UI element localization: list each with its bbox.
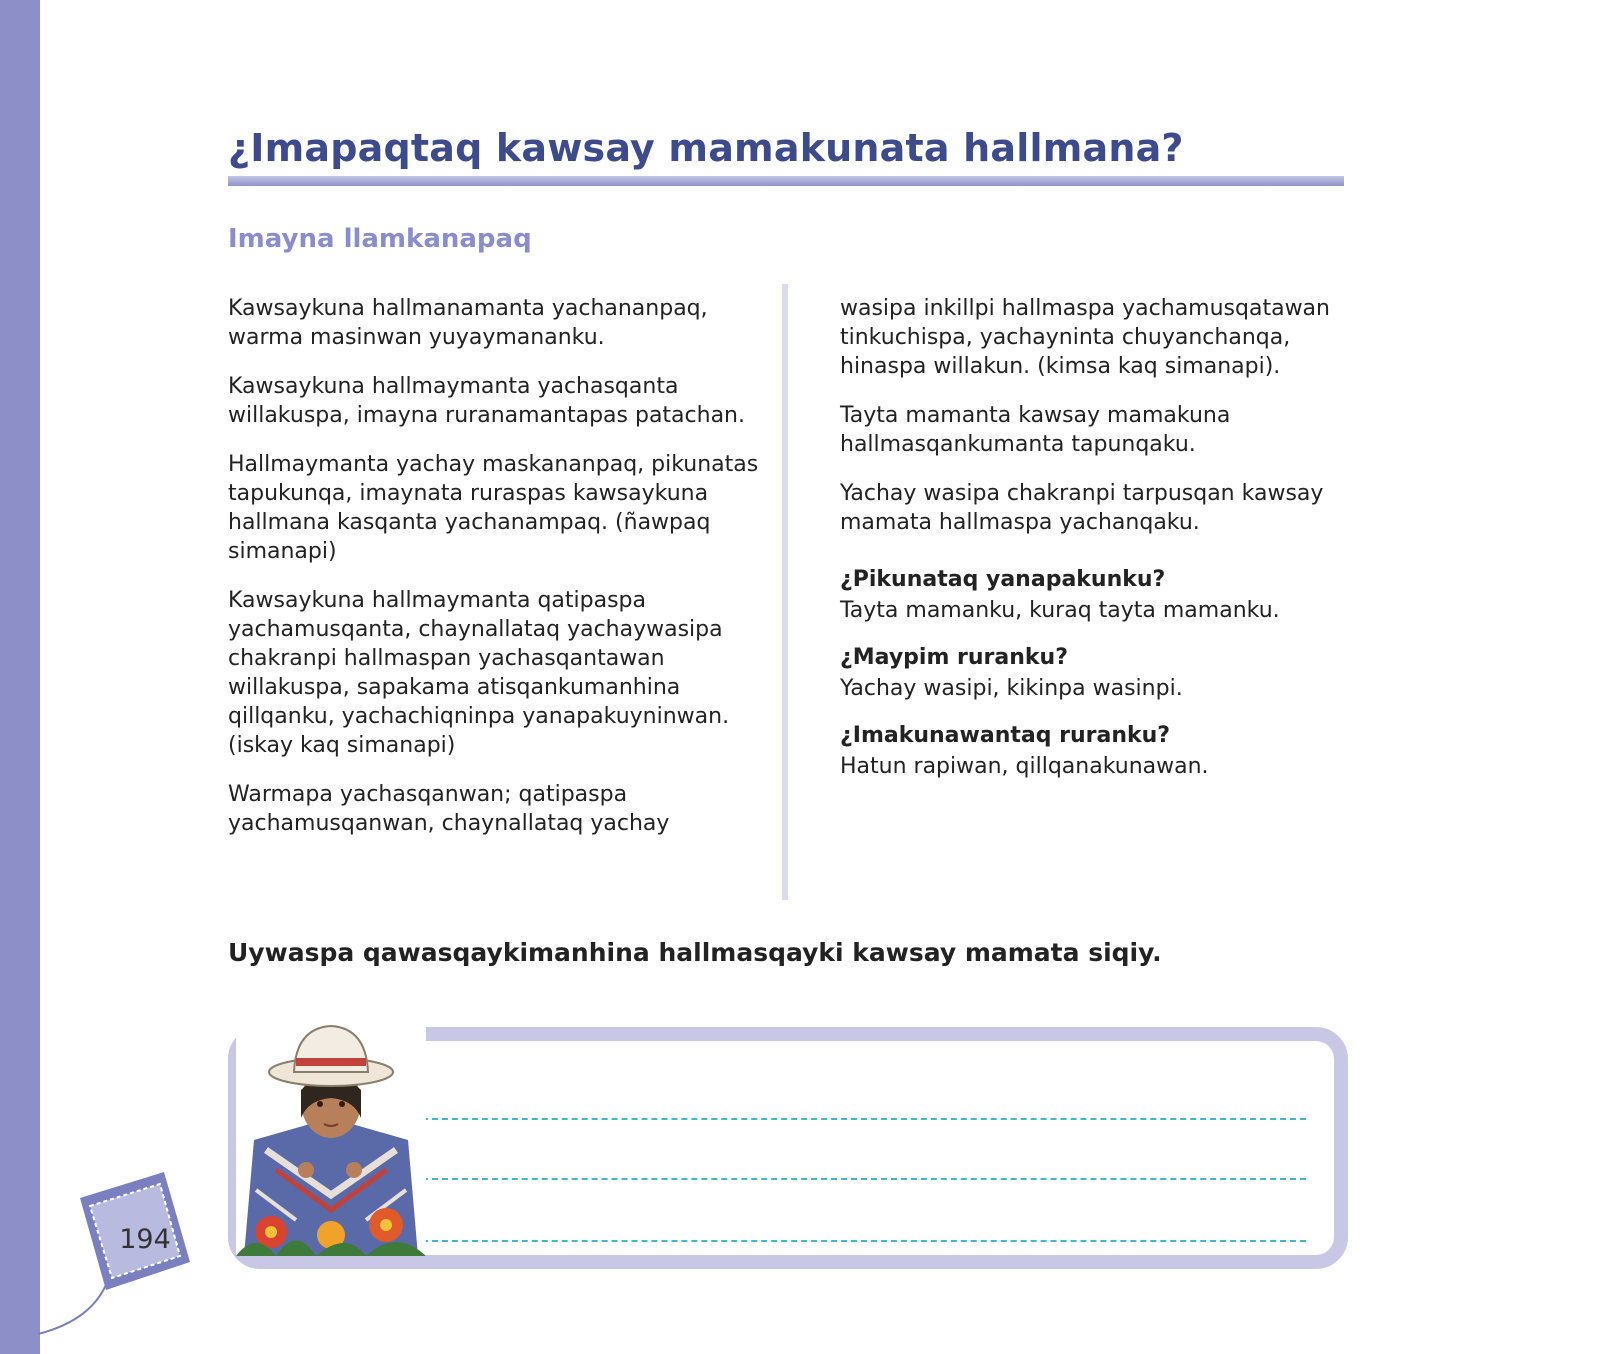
page-number: 194 (119, 1224, 171, 1255)
writing-line-3[interactable] (422, 1240, 1306, 1242)
tag-string (38, 1280, 128, 1354)
child-illustration (236, 1020, 426, 1256)
right-text-column (840, 294, 1340, 799)
question-heading: ¿Maypim ruranku? (840, 645, 1068, 670)
paragraph: Tayta mamanta kawsay mamakuna hallmasqankumanta tapunqaku. (840, 403, 1231, 457)
title-underline (228, 176, 1344, 186)
question-heading: ¿Imakunawantaq ruranku? (840, 723, 1171, 748)
question-answer: Tayta mamanku, kuraq tayta mamanku. (840, 598, 1280, 623)
column-divider (782, 284, 788, 900)
writing-line-2[interactable] (422, 1178, 1306, 1180)
side-color-bar (0, 0, 40, 1354)
paragraph: Kawsaykuna hallmanamanta yachananpaq, warma masinwan yuyaymananku. (228, 296, 708, 350)
paragraph: Yachay wasipa chakranpi tarpusqan kawsay mamata hallmaspa yachanqaku. (840, 481, 1324, 535)
question-answer: Yachay wasipi, kikinpa wasinpi. (840, 676, 1183, 701)
writing-line-1[interactable] (422, 1118, 1306, 1120)
left-text-column (228, 294, 768, 858)
section-subtitle: Imayna llamkanapaq (228, 224, 532, 254)
question-answer: Hatun rapiwan, qillqanakunawan. (840, 754, 1209, 779)
paragraph: Kawsaykuna hallmaymanta qatipaspa yachamusqanta, chaynallataq yachaywasipa chakranpi hallmaspan yachasqantawan willakuspa, sapakama atisqankumanhina qillqanku, yachachiqninpa yanapakuyninwan. (iskay kaq simanapi) (228, 588, 730, 758)
paragraph: Warmapa yachasqanwan; qatipaspa yachamusqanwan, chaynallataq yachay (228, 782, 670, 836)
activity-instruction: Uywaspa qawasqaykimanhina hallmasqayki kawsay mamata siqiy. (228, 938, 1162, 967)
questions-block (840, 565, 1340, 781)
question-heading: ¿Pikunataq yanapakunku? (840, 567, 1166, 592)
paragraph: Hallmaymanta yachay maskananpaq, pikunatas tapukunqa, imaynata ruraspas kawsaykuna hallmana kasqanta yachanampaq. (ñawpaq simanapi) (228, 452, 759, 564)
paragraph: Kawsaykuna hallmaymanta yachasqanta willakuspa, imayna ruranamantapas patachan. (228, 374, 745, 428)
page-title: ¿Imapaqtaq kawsay mamakunata hallmana? (228, 126, 1184, 170)
paragraph: wasipa inkillpi hallmaspa yachamusqatawan tinkuchispa, yachayninta chuyanchanqa, hinaspa willakun. (kimsa kaq simanapi). (840, 296, 1330, 379)
